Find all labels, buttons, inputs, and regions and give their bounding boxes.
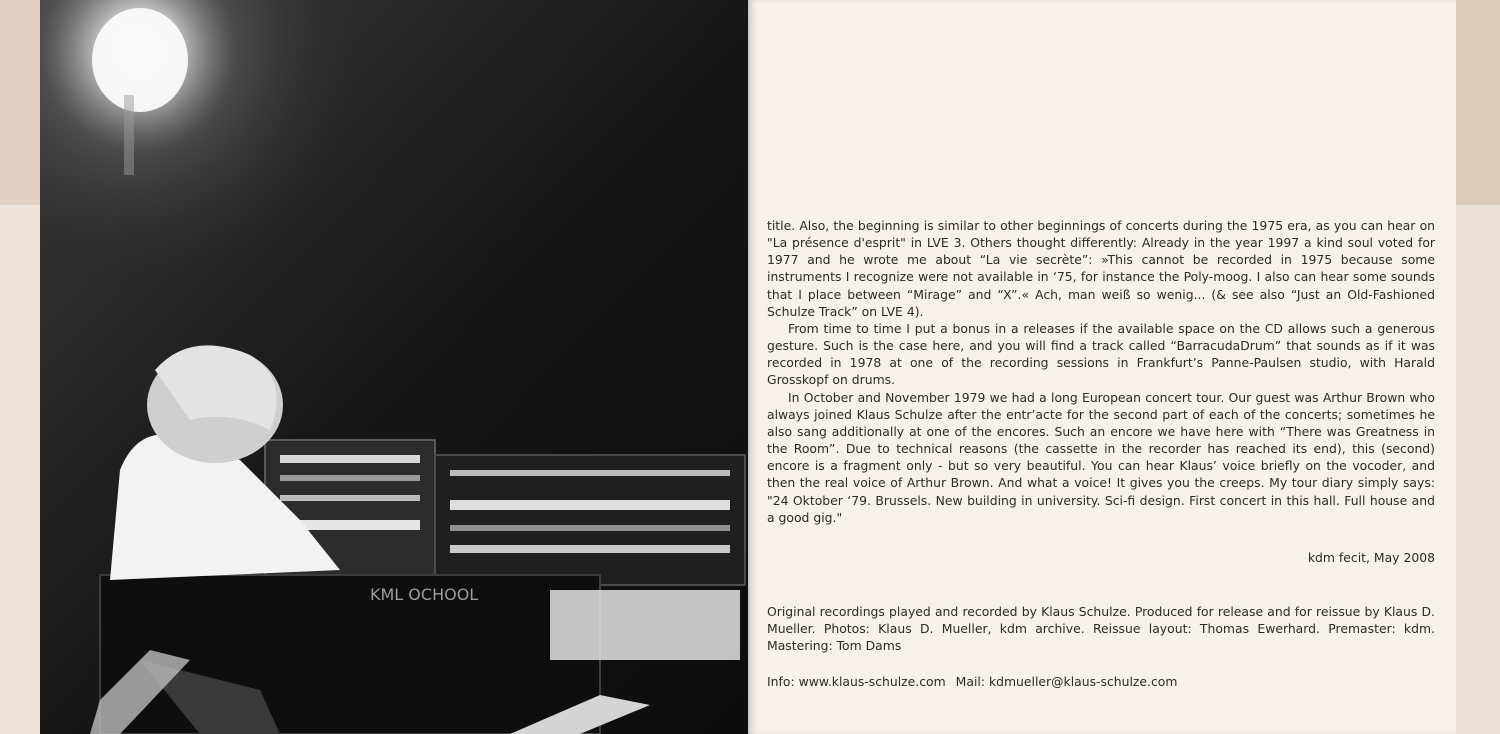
mail-info: Mail: kdmueller@klaus-schulze.com [955,674,1178,689]
signature: kdm fecit, May 2008 [1307,550,1435,565]
booklet-body-text [767,217,1435,526]
console-panel-label: KML OCHOOL [370,585,479,604]
credits-text: Original recordings played and recorded by Klaus Schulze. Produced for release and for reissue by Klaus D. Mueller. Photos: Klaus D. Mueller, kdm archive. Reissue layout: Thomas Ewerhard. Premaster: kdm. Mastering: Tom Dams [767,604,1435,654]
paragraph-1: title. Also, the beginning is similar to other beginnings of concerts during the 1975 era, as you can hear on "La présence d'esprit" in LVE 3. Others thought differently: Already in the year 1997 a kind soul voted for 1977 and he wrote me about “La vie secrète”: »This cannot be recorded in 1975 because some instruments I recognize were not available in ‘75, for instance the Poly-moog. I also can hear some sounds that I place between “Mirage” and “X”.« Ach, man weiß so wenig... (& see also “Just an Old-Fashioned Schulze Track” on LVE 4). [767,218,1435,319]
concert-photo-illustration [40,0,748,734]
contact-info [767,673,1435,690]
paragraph-3: In October and November 1979 we had a long European concert tour. Our guest was Arthur Brown who always joined Klaus Schulze after the entr’acte for the second part of each of the concerts; sometimes he also sang additionally at one of the encores. Such an encore we have here with “There was Greatness in the Room”. Due to technical reasons (the cassette in the recorder has reached its end), this (second) encore is a fragment only - but so very beautiful. You can hear Klaus’ voice briefly on the vocoder, and then the real voice of Arthur Brown. And what a voice! It gives you the creeps. My tour diary simply says: "24 Oktober ‘79. Brussels. New building in university. Sci-fi design. First concert in this hall. Full house and a good gig." [767,389,1435,525]
concert-photo [40,0,748,734]
scan-right-edge [1456,0,1500,734]
paragraph-2: From time to time I put a bonus in a releases if the available space on the CD allows such a generous gesture. Such is the case here, and you will find a track called “BarracudaDrum” that sounds as if it was recorded in 1978 at one of the recording sessions in Frankfurt’s Panne-Paulsen studio, with Harald Grosskopf on drums. [767,320,1435,388]
website-info: Info: www.klaus-schulze.com [767,674,946,689]
